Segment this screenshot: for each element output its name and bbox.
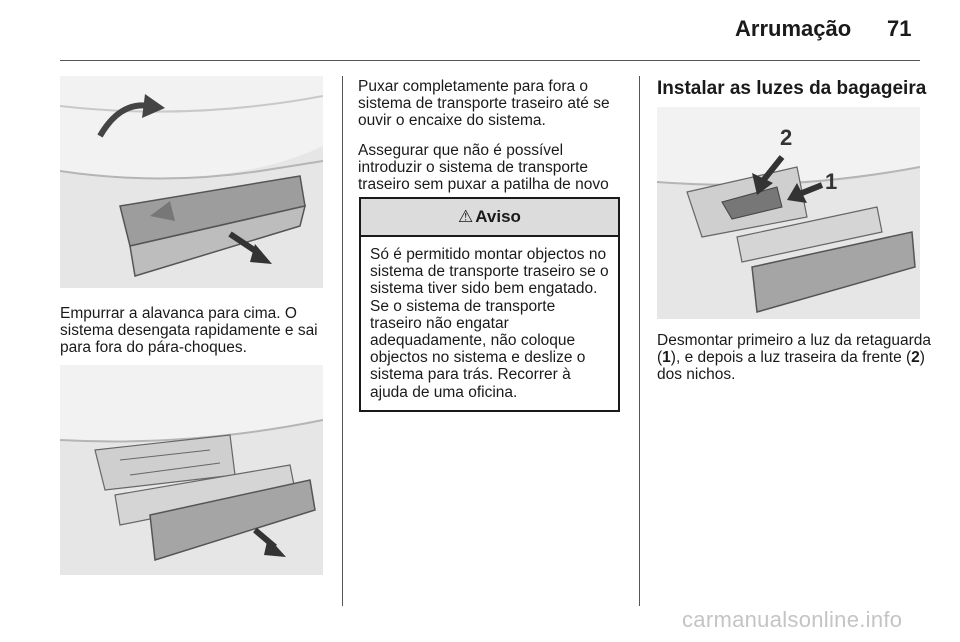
figure-carrier-extended-illustration — [60, 365, 323, 575]
watermark-text: carmanualsonline.info — [682, 607, 903, 632]
figure-luggage-lights-illustration — [657, 107, 920, 319]
caption-ref-2: 2 — [911, 349, 920, 366]
warning-triangle-icon: ⚠ — [458, 207, 474, 226]
pull-out-paragraph: Puxar completamente para fora o sistema de transporte traseiro até se ouvir o encaixe do sistema. — [358, 78, 610, 129]
warning-box — [359, 197, 620, 412]
callout-label-1: 1 — [825, 169, 838, 194]
figure1-caption: Empurrar a alavanca para cima. O sistema desengata rapidamente e sai para fora do pára-choques. — [60, 305, 318, 356]
caption-part-2: ), e depois a luz traseira da frente ( — [670, 349, 912, 366]
warning-title: Aviso — [475, 207, 521, 226]
ensure-locked-paragraph: Assegurar que não é possível introduzir o sistema de transporte traseiro sem puxar a patilha de novo — [358, 142, 609, 193]
figure-lever-illustration — [60, 76, 323, 288]
header-divider — [60, 60, 920, 61]
column-divider-2 — [639, 76, 640, 606]
caption-part-3: ) dos nichos. — [657, 349, 925, 383]
page-header-title: Arrumação — [735, 16, 852, 41]
page-number: 71 — [887, 16, 912, 41]
caption-ref-1: 1 — [662, 349, 671, 366]
warning-text: Só é permitido montar objectos no sistema de transporte traseiro se o sistema tiver sido bem engatado. Se o sistema de transporte traseiro não engatar adequadamente, não coloque objectos no sistema e deslize o sistema para trás. Recorrer à ajuda de uma oficina. — [370, 246, 609, 401]
column-divider-1 — [342, 76, 343, 606]
callout-label-2: 2 — [780, 125, 793, 150]
section-heading: Instalar as luzes da bagageira — [657, 78, 927, 99]
caption-part-1: Desmontar primeiro a luz da retaguarda ( — [657, 332, 931, 366]
luggage-lights-caption — [657, 332, 932, 383]
warning-header — [361, 199, 618, 237]
